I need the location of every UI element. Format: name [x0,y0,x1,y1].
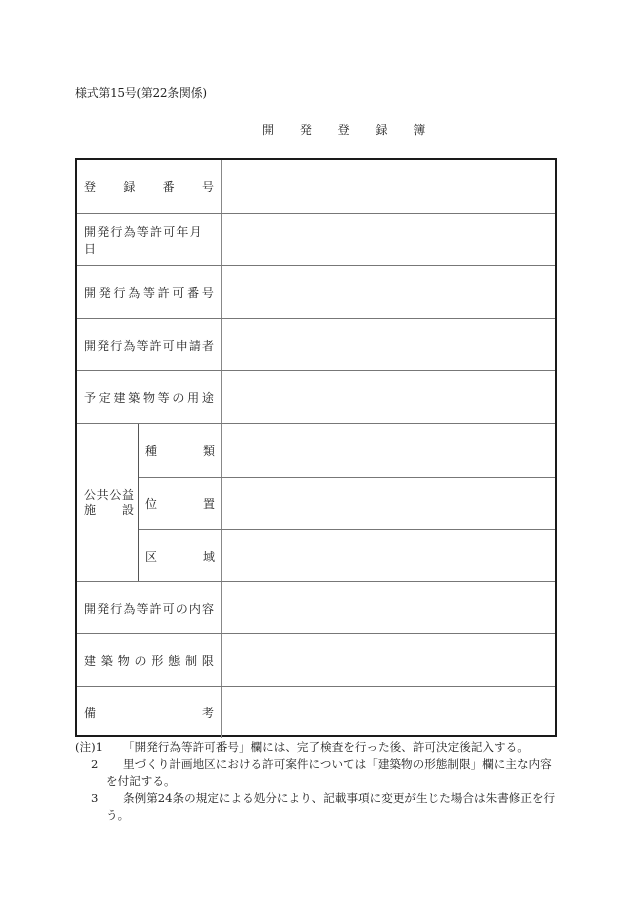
public-facility-group [77,423,555,582]
row-facility-area: 区 域 [139,529,555,583]
row-label: 開発行為等許可年月日 [84,224,203,256]
row-label: 開 発 行 為 等 許 可 の 内 容 [84,601,214,616]
note-3-continuation: う。 [106,808,130,822]
row-label: 開 発 行 為 等 許 可 申 請 者 [84,338,214,353]
document-title: 開 発 登 録 簿 [262,123,437,137]
row-remarks [77,686,555,738]
note-2-continuation: を付記する。 [106,774,176,788]
form-number: 様式第15号(第22条関係) [75,86,207,100]
note-2: 2 里づくり計画地区における許可案件については「建築物の形態制限」欄に主な内容 [91,757,552,771]
row-planned-building-use [77,370,555,424]
row-permit-content [77,581,555,635]
permit-number-field[interactable] [221,266,555,319]
registration-number-field[interactable] [221,160,555,213]
row-label: 予 定 建 築 物 等 の 用 途 [84,391,214,406]
planned-building-use-field[interactable] [221,371,555,424]
facility-type-field[interactable] [221,424,555,477]
row-registration-number [77,160,555,213]
row-label: 建 築 物 の 形 態 制 限 [84,654,214,669]
row-permit-number [77,265,555,319]
permit-applicant-field[interactable] [221,319,555,372]
note-3: 3 条例第24条の規定による処分により、記載事項に変更が生じた場合は朱書修正を行 [91,791,556,805]
facility-area-field[interactable] [221,530,555,583]
permit-content-field[interactable] [221,582,555,635]
note-1: (注)1 「開発行為等許可番号」欄には、完了検査を行った後、許可決定後記入する。 [75,740,529,754]
permit-date-field[interactable] [221,214,555,267]
row-permit-date [77,213,555,267]
facility-location-field[interactable] [221,478,555,531]
note-prefix: (注)1 [75,740,104,754]
remarks-field[interactable] [221,687,555,738]
row-facility-location: 位 置 [139,477,555,531]
development-registry-table [75,158,557,737]
building-form-restrictions-field[interactable] [221,634,555,687]
row-label: 登 録 番 号 [84,179,214,194]
public-facility-label: 公 共 公 益 施 設 [77,424,139,582]
row-label: 開 発 行 為 等 許 可 番 号 [84,285,214,300]
row-label: 備 考 [84,706,214,720]
row-building-form-restrictions [77,633,555,687]
row-permit-applicant [77,318,555,372]
row-facility-type: 種 類 [139,424,555,477]
notes-section [75,739,565,824]
